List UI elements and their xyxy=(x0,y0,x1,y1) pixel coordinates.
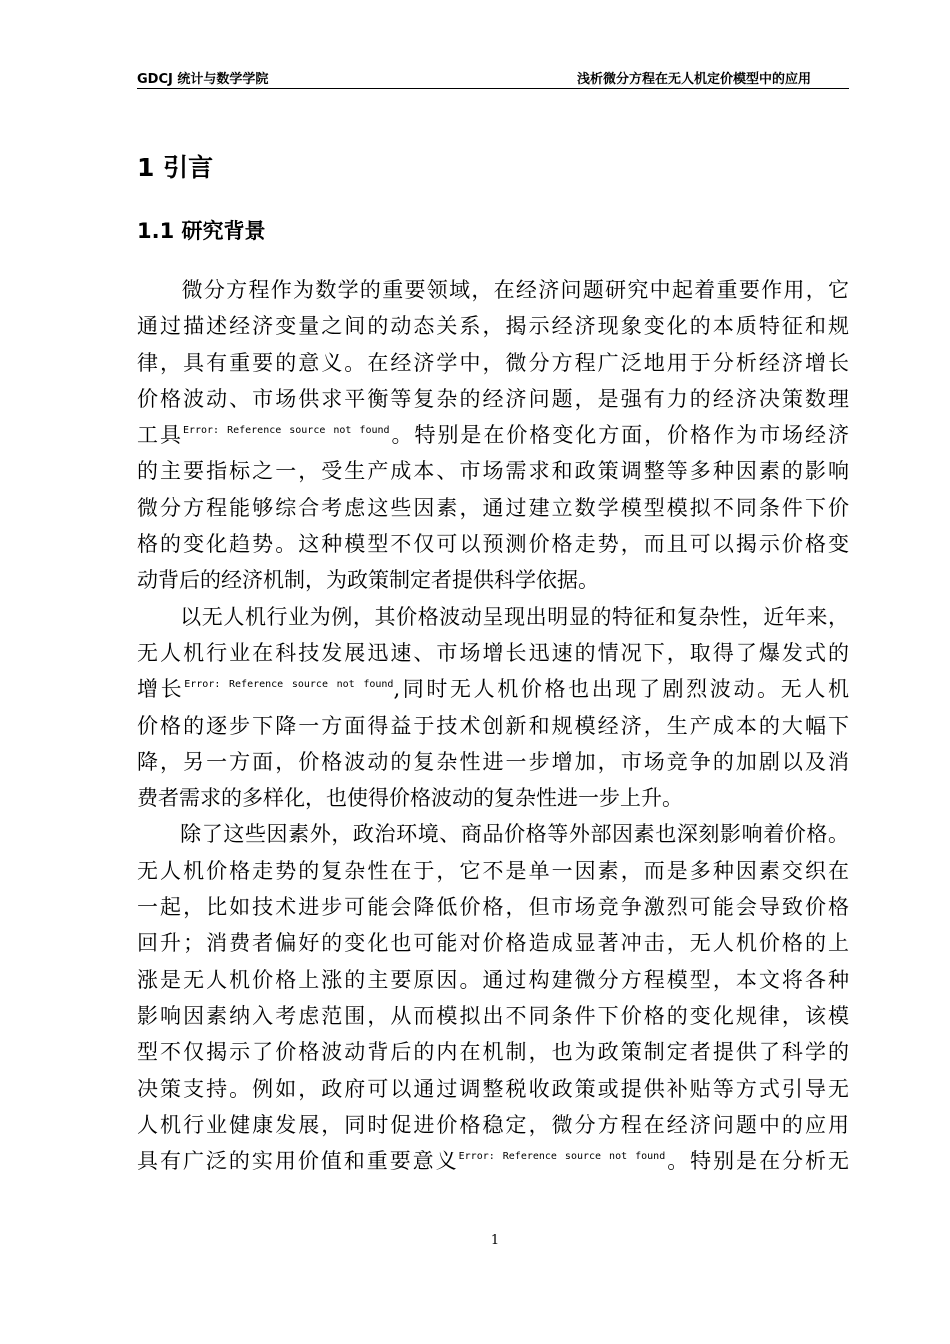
body-text xyxy=(137,272,849,1179)
text-line xyxy=(137,345,849,381)
line-text: 价格波动、市场供求平衡等复杂的经济问题，是强有力的经济决策数理 xyxy=(137,386,849,411)
text-line xyxy=(137,1071,849,1107)
text-line xyxy=(137,417,849,453)
text-line xyxy=(137,599,849,635)
line-text: 无人机行业在科技发展迅速、市场增长迅速的情况下，取得了爆发式的 xyxy=(137,640,849,665)
text-line xyxy=(137,381,849,417)
text-line xyxy=(137,780,849,816)
text-line xyxy=(137,272,849,308)
line-text: 的主要指标之一，受生产成本、市场需求和政策调整等多种因素的影响 xyxy=(137,459,849,484)
chapter-heading: 1 引言 xyxy=(137,153,214,182)
line-text: 影响因素纳入考虑范围，从而模拟出不同条件下价格的变化规律，该模 xyxy=(137,1003,849,1028)
reference-error-marker: Error: Reference source not found xyxy=(458,1151,666,1163)
section-heading: 1.1 研究背景 xyxy=(137,219,266,243)
page-header xyxy=(137,68,849,88)
text-line xyxy=(137,308,849,344)
line-text: ,同时无人机价格也出现了剧烈波动。无人机 xyxy=(393,677,849,702)
text-line xyxy=(137,453,849,489)
line-text: 回升；消费者偏好的变化也可能对价格造成显著冲击，无人机价格的上 xyxy=(137,931,849,956)
line-text: 价格的逐步下降一方面得益于技术创新和规模经济，生产成本的大幅下 xyxy=(137,713,849,738)
line-text: 降，另一方面，价格波动的复杂性进一步增加，市场竞争的加剧以及消 xyxy=(137,749,849,774)
text-line xyxy=(137,490,849,526)
line-text: 微分方程作为数学的重要领域，在经济问题研究中起着重要作用，它 xyxy=(137,278,849,302)
line-text: 微分方程能够综合考虑这些因素，通过建立数学模型模拟不同条件下价 xyxy=(137,495,849,520)
header-rule xyxy=(137,88,849,89)
text-line xyxy=(137,526,849,562)
line-text: 通过描述经济变量之间的动态关系，揭示经济现象变化的本质特征和规 xyxy=(137,314,849,339)
text-line xyxy=(137,744,849,780)
header-school: GDCJ 统计与数学学院 xyxy=(137,72,269,87)
page-number: 1 xyxy=(490,1233,500,1248)
line-text: 型不仅揭示了价格波动背后的内在机制，也为政策制定者提供了科学的 xyxy=(137,1040,849,1065)
text-line xyxy=(137,1143,849,1179)
line-text: 律，具有重要的意义。在经济学中，微分方程广泛地用于分析经济增长 xyxy=(137,350,849,375)
line-text: 具有广泛的实用价值和重要意义 xyxy=(137,1149,459,1174)
line-text: 以无人机行业为例，其价格波动呈现出明显的特征和复杂性，近年来， xyxy=(137,604,849,629)
reference-error-marker: Error: Reference source not found xyxy=(184,679,394,691)
line-text: 动背后的经济机制，为政策制定者提供科学依据。 xyxy=(137,568,599,593)
text-line xyxy=(137,635,849,671)
text-line xyxy=(137,1034,849,1070)
line-text: 费者需求的多样化，也使得价格波动的复杂性进一步上升。 xyxy=(137,786,683,811)
line-text: 。特别是在分析无 xyxy=(665,1149,850,1174)
text-line xyxy=(137,1107,849,1143)
line-text: 增长 xyxy=(137,677,185,702)
text-line xyxy=(137,962,849,998)
text-line xyxy=(137,925,849,961)
line-text: 决策支持。例如，政府可以通过调整税收政策或提供补贴等方式引导无 xyxy=(137,1076,849,1101)
line-text: 。特别是在价格变化方面，价格作为市场经济 xyxy=(389,423,850,448)
line-text: 格的变化趋势。这种模型不仅可以预测价格走势，而且可以揭示价格变 xyxy=(137,532,849,557)
line-text: 无人机价格走势的复杂性在于，它不是单一因素，而是多种因素交织在 xyxy=(137,858,849,883)
line-text: 涨是无人机价格上涨的主要原因。通过构建微分方程模型，本文将各种 xyxy=(137,967,849,992)
line-text: 除了这些因素外，政治环境、商品价格等外部因素也深刻影响着价格。 xyxy=(137,822,849,847)
header-title: 浅析微分方程在无人机定价模型中的应用 xyxy=(576,72,811,87)
text-line xyxy=(137,889,849,925)
text-line xyxy=(137,998,849,1034)
text-line xyxy=(137,816,849,852)
line-text: 一起，比如技术进步可能会降低价格，但市场竞争激烈可能会导致价格 xyxy=(137,895,849,920)
reference-error-marker: Error: Reference source not found xyxy=(182,425,390,437)
text-line xyxy=(137,853,849,889)
line-text: 工具 xyxy=(137,423,183,448)
text-line xyxy=(137,708,849,744)
text-line xyxy=(137,671,849,707)
text-line xyxy=(137,562,849,598)
line-text: 人机行业健康发展，同时促进价格稳定，微分方程在经济问题中的应用 xyxy=(137,1112,849,1137)
